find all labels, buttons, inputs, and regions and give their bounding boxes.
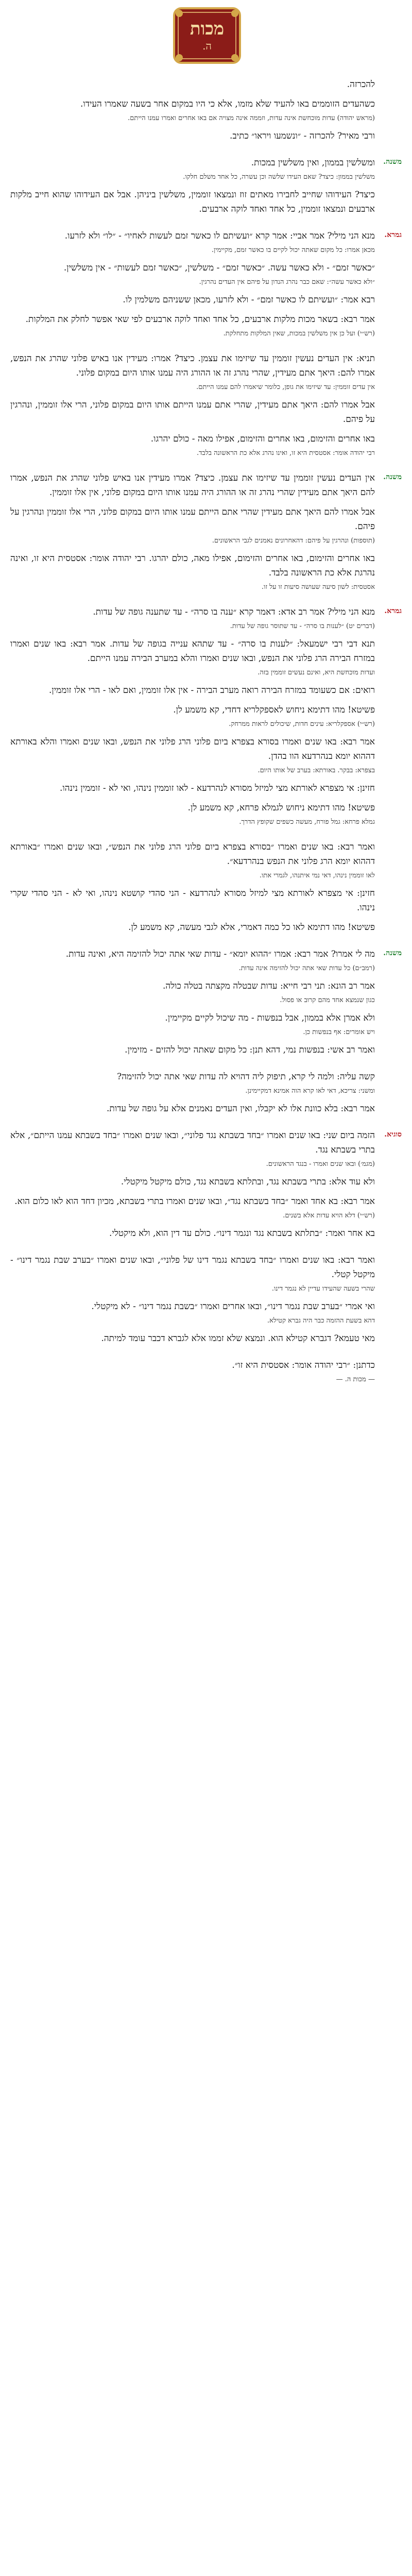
- commentary-text: דהא בשעת ההזמה כבר היה גברא קטילא.: [267, 1317, 375, 1325]
- commentary-text: (רמב״ם) כל עדות שאי אתה יכול להזימה אינה עדות.: [238, 964, 375, 972]
- gemara-text: מנא הני מילי? אמר רב אדא: דאמר קרא ״ענה בו סרה״ - עד שתענה גופה של עדות.: [93, 607, 375, 617]
- daf-banner: [171, 5, 243, 66]
- section-body: [10, 77, 375, 148]
- gemara-text: ולא עוד אלא: בתרי בשבתא נגד, ובתלתא בשבתא נגד, כולם מיקטל מיקטלי.: [121, 1177, 375, 1187]
- commentary-text: — מכות ה. —: [336, 1376, 375, 1383]
- text-section: [10, 1253, 402, 1351]
- section-label: משנה.: [383, 949, 402, 957]
- commentary-text: ועדות מוכחשת היא, ואינם נעשים זוממין בזה.: [258, 669, 375, 676]
- section-body: [10, 471, 375, 598]
- commentary-text: (רש״י) דלא הויא עדות אלא בשנים.: [283, 1212, 375, 1219]
- gemara-text: פשיטא! מהו דתימא ניחוש לאספקלריא דחדי, קא משמע לן.: [173, 705, 375, 715]
- gemara-text: אמר רבא: בשאר מכות מלקות ארבעים, כל אחד ואחד לוקה ארבעים לפי שאי אפשר לחלק את המלקות.: [25, 314, 375, 325]
- daf-number: ה.: [202, 40, 212, 52]
- section-label: [375, 351, 402, 464]
- section-body: [10, 351, 375, 464]
- tractate-title: מכות: [190, 19, 225, 39]
- text-section: [10, 471, 402, 598]
- text-section: [10, 351, 402, 464]
- section-body: [10, 1128, 375, 1246]
- gemara-text: פשיטא! מהו דתימא ניחוש לגמלא פרחא, קא משמע לן.: [187, 803, 375, 813]
- section-body: [10, 1358, 375, 1390]
- commentary-text: לאו זוממין נינהו, דאי נמי איתנהו, לגמרי אתו.: [259, 872, 375, 879]
- text-section: [10, 947, 402, 1062]
- section-label: משנה.: [383, 158, 402, 166]
- section-body: [10, 947, 375, 1062]
- gemara-text: אמר רבא: בלא כוונת אלו לא יקבלו, ואין העדים נאמנים אלא על גופה של עדות.: [107, 1104, 375, 1114]
- gemara-text: בא אחר ואמר: ״בתלתא בשבתא נגד ונגמר דינו״. כולם עד דין הוא, ולא מיקטלי.: [109, 1228, 375, 1239]
- gemara-text: באו אחרים והזימום, באו אחרים והזימום, אפילו מאה, כולם יהרגו. רבי יהודה אומר: אסטסית היא זו, ואינה נהרגת אלא כת הראשונה בלבד.: [10, 553, 375, 578]
- commentary-text: אסטסית: לשון סיעה שעושה סיעות זו על זו.: [261, 583, 375, 591]
- commentary-text: ומשני: צריכא, דאי לאו קרא הוה אמינא דמקיימינן.: [245, 1087, 375, 1095]
- text-section: [10, 1358, 402, 1390]
- gemara-text: חזינן: אי מצפרא לאורתא מצי למיזל מסורא לנהרדעא - לאו זוממין נינהו, ואי לא - זוממין נינהו.: [59, 783, 375, 793]
- gemara-text: ולא אמרן אלא בממון, אבל בנפשות - מה שיכול לקיים מקיימין.: [165, 1013, 375, 1023]
- section-label: גמרא.: [384, 231, 402, 239]
- gemara-text: הזמה ביום שני: באו שנים ואמרו ״בחד בשבתא נגד פלוני״, ובאו שנים ואמרו ״בחד בשבתא עמנו הייתם״, אלא בתרי בשבתא נגד.: [10, 1130, 375, 1155]
- gemara-text: תנא דבי רבי ישמעאל: ״לענות בו סרה״ - עד שתהא ענייה בגופה של עדות. אמר רבא: באו שנים ואמרו במזרח הבירה הרג פלוני את הנפש, ובאו שנים ואמרו והלא במערב הבירה עמנו הייתם.: [10, 639, 375, 664]
- gemara-text: תניא: אין העדים נעשין זוממין עד שיזימו את עצמן. כיצד? אמרו: מעידין אנו באיש פלוני שהרג את הנפש, אמרו להם: היאך אתם מעידין, שהרי נהרג זה או ההורג היה עמנו אותו היום במקום פלוני.: [10, 353, 375, 378]
- gemara-text: מה לי אמרו? אמר רבא: אמרו ״ההוא יומא״ - עדות שאי אתה יכול להזימה היא, ואינה עדות.: [65, 949, 375, 959]
- commentary-text: כגון שנמצא אחד מהם קרוב או פסול.: [280, 996, 375, 1004]
- section-label: [375, 77, 402, 148]
- commentary-text: (תוספות) ונהרגין על פיהם: דהאחרונים נאמנים לגבי הראשונים.: [212, 537, 375, 545]
- gemara-text: קשה עליה: ולמה לי קרא, תיפוק ליה דהויא לה עדות שאי אתה יכול להזימה?: [117, 1072, 375, 1082]
- gemara-text: רבא אמר: ״ועשיתם לו כאשר זמם״ - ולא לזרעו, מכאן ששניהם משלמין לו.: [123, 295, 375, 305]
- commentary-text: (רש״י) ועל כן אין משלשין במכות, שאין המלקות מתחלקת.: [223, 330, 375, 337]
- commentary-text: משלשין בממון: כיצד? שאם העידו שלשה וכן עשרה, כל אחד משלם חלקו.: [183, 173, 375, 181]
- text-section: [10, 77, 402, 148]
- commentary-text: גמלא פרחא: גמל פורח, מעשה כשפים שקופץ הדרך.: [239, 818, 375, 826]
- commentary-text: (רש״י) אספקלריא: עינים חדות, שיכולים לראות ממרחק.: [229, 720, 375, 728]
- section-label: [375, 1070, 402, 1121]
- gemara-text: להכרזה.: [347, 79, 375, 90]
- section-body: [10, 156, 375, 222]
- gemara-text: כיצד? העידוהו שחייב לחבירו מאתים זוז ונמצאו זוממין, משלשין ביניהן. אבל אם העידוהו שהוא חייב מלקות ארבעים ונמצאו זוממין, כל אחד ואחד לוקה ארבעים.: [10, 190, 375, 214]
- gemara-text: מאי טעמא? דגברא קטילא הוא. ונמצא שלא זממו אלא לגברא דכבר עומד למיתה.: [101, 1333, 375, 1344]
- text-section: [10, 1070, 402, 1121]
- gemara-text: אמר רבא: בא אחד ואמר ״בחד בשבתא נגד״, ובאו שנים ואמרו בתרי בשבתא, מכיון דחד הוא לאו כלום הוא.: [14, 1196, 375, 1207]
- commentary-text: (דברים יט) ״לענות בו סרה״ - עד שתוסר גופה של עדות.: [230, 622, 375, 630]
- gemara-text: כדתנן: ״רבי יהודה אומר: אסטסית היא זו״.: [232, 1360, 375, 1370]
- gemara-text: ״כאשר זמם״ - ולא כאשר עשה. ״כאשר זמם״ - משלשין, ״כאשר זמם לעשות״ - אין משלשין.: [63, 263, 375, 273]
- section-label: [375, 1358, 402, 1390]
- gemara-text: אמר רב הונא: תני רבי חייא: עדות שבטלה מקצתה בטלה כולה.: [162, 981, 375, 991]
- section-label: [375, 840, 402, 940]
- gemara-text: רואים: אם כשעומד במזרח הבירה רואה מערב הבירה - אין אלו זוממין, ואם לאו - הרי אלו זוממין.: [48, 685, 375, 696]
- section-label: גמרא.: [384, 607, 402, 615]
- gemara-text: אין העדים נעשין זוממין עד שיזימו את עצמן. כיצד? אמרו מעידין אנו באיש פלוני שהרג את הנפש, אמרו להם היאך אתם מעידין שהרי נהרג זה או ההורג היה עמנו אותו היום במקום פלוני, אין אלו זוממין.: [10, 473, 375, 498]
- gemara-text: ורבי מאיר? להכרזה - ״ונשמעו ויראו״ כתיב.: [230, 131, 375, 141]
- commentary-text: (מראש יהודה) עדות מוכחשת אינה עדות, וזממה אינה מצויה אם באו אחרים ואמרו עמנו הייתם.: [128, 114, 375, 122]
- gemara-text: ואמר רב אשי: בנפשות נמי, דהא תנן: כל מקום שאתה יכול להזים - מזימין.: [125, 1045, 375, 1055]
- text-section: [10, 156, 402, 222]
- text-section: [10, 229, 402, 344]
- commentary-text: שהרי בשעה שהעידו עדיין לא נגמר דינו.: [271, 1285, 375, 1293]
- commentary-text: אין עדים זוממין: עד שיזימו את גופן, כלומר שיאמרו להם עמנו הייתם.: [196, 383, 375, 391]
- text-section: [10, 605, 402, 833]
- gemara-text: כשהעדים הזוממים באו להעיד שלא מזמו, אלא כי היו במקום אחר בשעה שאמרו העידו.: [80, 99, 375, 109]
- commentary-text: מכאן אמרו: כל מקום שאתה יכול לקיים בו כאשר זמם, מקיימין.: [211, 246, 375, 254]
- section-label: סוגיא.: [384, 1130, 402, 1139]
- gemara-text: פשיטא! מהו דתימא לאו כל כמה דאמרי, אלא לגבי מעשה, קא משמע לן.: [128, 922, 375, 933]
- gemara-text: אמר רבא: באו שנים ואמרו בסורא בצפרא ביום פלוני הרג פלוני את הנפש, ובאו שנים ואמרו והלא באורתא דההוא יומא בנהרדעא הוו בהדן.: [10, 737, 375, 761]
- gemara-text: ואמר רבא: באו שנים ואמרו ״בחד בשבתא נגמר דינו של פלוני״, ובאו שנים ואמרו ״בערב שבת נגמר דינו״ - מיקטל קטלי.: [10, 1255, 375, 1280]
- gemara-text: חזינן: אי מצפרא לאורתא מצי למיזל מסורא לנהרדעא - הני סהדי קושטא נינהו, ואי לא - הני סהדי שקרי נינהו.: [10, 888, 375, 913]
- section-body: [10, 840, 375, 940]
- gemara-text: ואמר רבא: באו שנים ואמרו ״בסורא בצפרא ביום פלוני הרג פלוני את הנפש״, ובאו שנים ואמרו ״באורתא דההוא יומא הרג פלוני את הנפש בנהרדעא״.: [10, 842, 375, 867]
- gemara-text: באו אחרים והזימום, באו אחרים והזימום, אפילו מאה - כולם יהרגו.: [150, 434, 375, 444]
- commentary-text: רבי יהודה אומר: אסטסית היא זו, ואינו נהרג אלא כת הראשונה בלבד.: [197, 449, 375, 457]
- section-label: [375, 1253, 402, 1351]
- text-body: [10, 77, 402, 1397]
- section-body: [10, 229, 375, 344]
- text-section: [10, 1128, 402, 1246]
- section-body: [10, 1070, 375, 1121]
- gemara-text: ואי אמרי ״בערב שבת נגמר דינו״, ובאו אחרים ואמרו ״בשבת נגמר דינו״ - לא מיקטלי.: [91, 1301, 375, 1312]
- section-body: [10, 605, 375, 833]
- section-body: [10, 1253, 375, 1351]
- commentary-text: (מגמ׳) ובאו שנים ואמרו - בנגד הראשונים.: [266, 1160, 375, 1168]
- commentary-text: ״ולא כאשר עשה״: שאם כבר נהרג הנדון על פיהם אין העדים נהרגין.: [199, 278, 375, 286]
- gemara-text: ומשלשין בממון, ואין משלשין במכות.: [251, 158, 375, 168]
- gemara-text: אבל אמרו להם: היאך אתם מעידין, שהרי אתם עמנו הייתם אותו היום במקום פלוני, הרי אלו זוממין, ונהרגין על פיהם.: [10, 400, 375, 425]
- gemara-text: מנא הני מילי? אמר אביי: אמר קרא ״ועשיתם לו כאשר זמם לעשות לאחיו״ - ״לו״ ולא לזרעו.: [64, 231, 375, 241]
- text-section: [10, 840, 402, 940]
- section-label: משנה.: [383, 473, 402, 481]
- commentary-text: ויש אומרים: אף בנפשות כן.: [303, 1028, 375, 1036]
- gemara-text: אבל אמרו להם היאך אתם מעידין שהרי אתם הייתם עמנו אותו היום במקום פלוני, הרי אלו זוממין ונהרגין על פיהם.: [10, 507, 375, 532]
- commentary-text: בצפרא: בבקר. באורתא: בערב של אותו היום.: [258, 767, 375, 774]
